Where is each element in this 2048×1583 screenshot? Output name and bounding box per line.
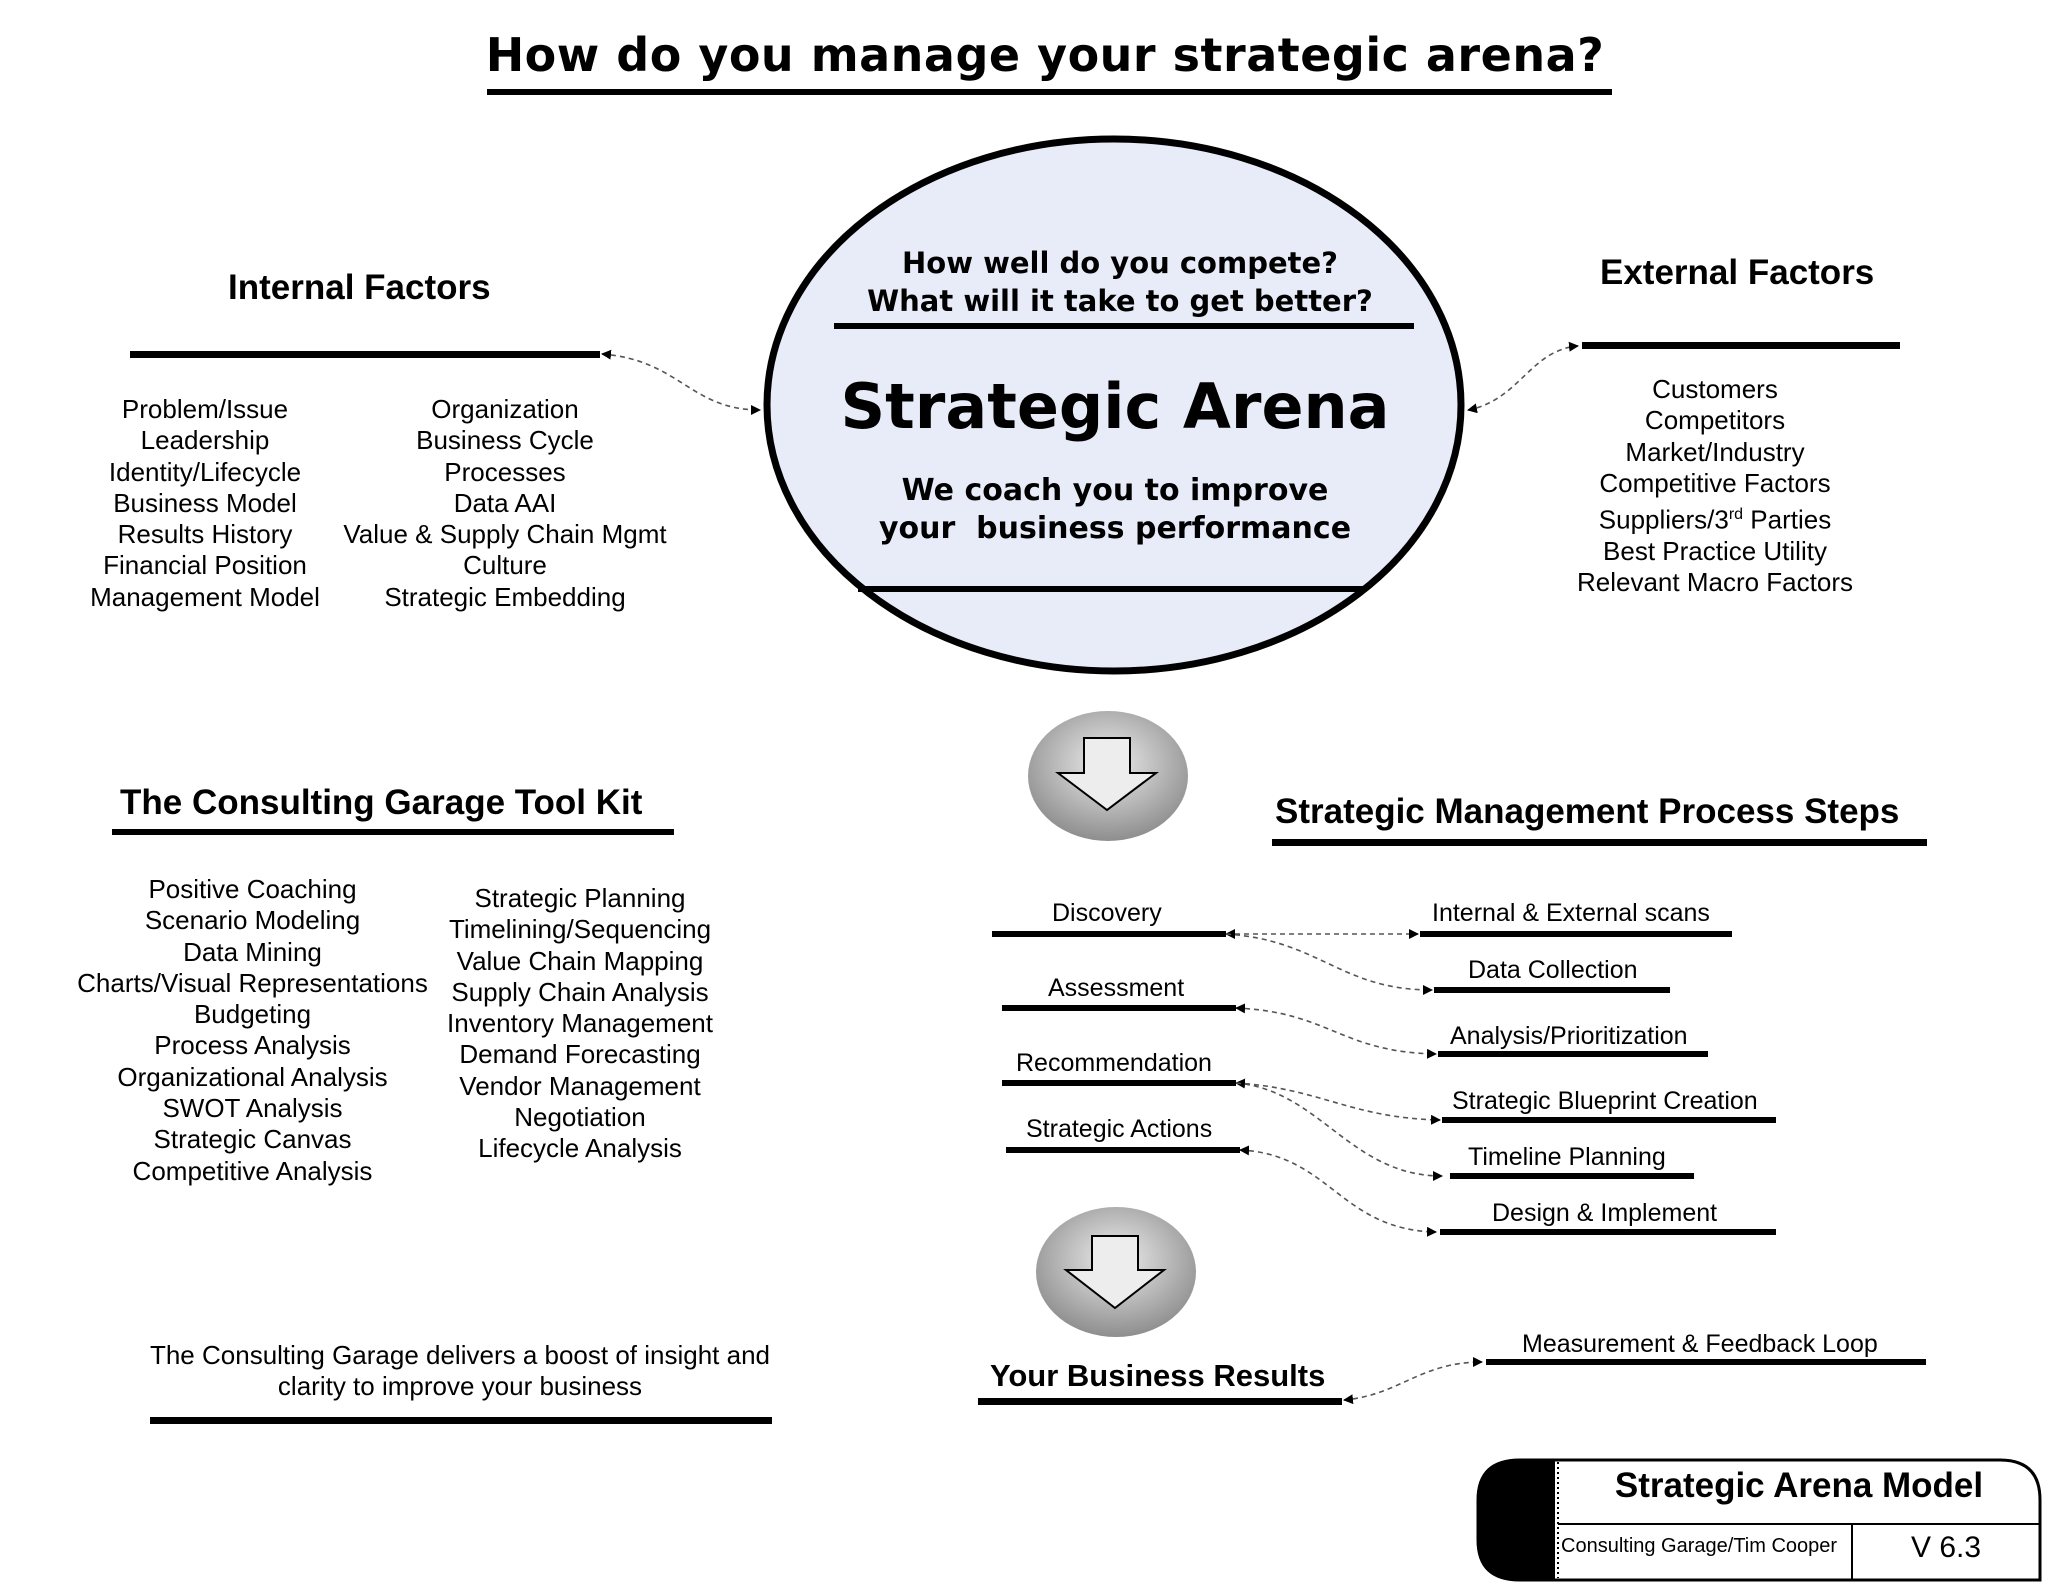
- list-item: Strategic Canvas: [153, 1124, 352, 1155]
- connector-discovery-data: [1226, 934, 1432, 990]
- suppliers-superscript: rd: [1728, 506, 1744, 524]
- garage-note-underline: [150, 1417, 772, 1424]
- step-internal-external-scans: Internal & External scans: [1432, 899, 1710, 927]
- suppliers-label-end: Parties: [1743, 504, 1832, 535]
- connector-recommendation-timeline: [1236, 1083, 1442, 1176]
- connector-results-feedback: [1344, 1362, 1482, 1400]
- internal-factors-col1: [60, 394, 350, 613]
- arena-question-2: What will it take to get better?: [867, 284, 1373, 318]
- list-item: Strategic Planning: [474, 883, 686, 913]
- list-item: Charts/Visual Representations: [77, 967, 428, 998]
- list-item: Results History: [117, 519, 293, 550]
- step-blueprint-creation: Strategic Blueprint Creation: [1452, 1087, 1758, 1115]
- title-underline: [487, 89, 1612, 95]
- list-item: Relevant Macro Factors: [1577, 567, 1853, 598]
- step-recommendation-line: [1002, 1080, 1236, 1086]
- list-item: Value Chain Mapping: [456, 945, 704, 976]
- list-item: Strategic Embedding: [384, 581, 626, 612]
- list-item: Budgeting: [193, 999, 312, 1030]
- garage-note: [130, 1340, 790, 1403]
- business-results-title: Your Business Results: [990, 1358, 1326, 1393]
- internal-factors-underline: [130, 351, 600, 358]
- connector-recommendation-blueprint: [1236, 1083, 1440, 1120]
- list-item: Market/Industry: [1625, 436, 1805, 467]
- process-underline: [1272, 839, 1927, 846]
- step-strategic-actions: Strategic Actions: [1026, 1115, 1213, 1143]
- list-item: Best Practice Utility: [1603, 536, 1827, 567]
- list-item: SWOT Analysis: [162, 1093, 343, 1124]
- list-item: Organization: [431, 394, 579, 424]
- feedback-loop-label: Measurement & Feedback Loop: [1522, 1330, 1878, 1358]
- arena-question-underline: [834, 323, 1414, 329]
- list-item: Demand Forecasting: [459, 1039, 701, 1070]
- list-item: Timelining/Sequencing: [448, 914, 712, 945]
- arena-question: [820, 244, 1420, 320]
- arena-coach: [820, 472, 1410, 548]
- titleblock-name: Strategic Arena Model: [1614, 1466, 1984, 1505]
- list-item: Supply Chain Analysis: [451, 976, 709, 1007]
- list-item: Identity/Lifecycle: [108, 456, 302, 487]
- step-discovery: Discovery: [1052, 899, 1162, 927]
- arena-coach-1: We coach you to improve: [901, 473, 1329, 508]
- step-discovery-line: [992, 931, 1226, 937]
- toolkit-title: The Consulting Garage Tool Kit: [120, 783, 643, 822]
- list-item: Inventory Management: [447, 1008, 713, 1039]
- suppliers-label: Suppliers/3: [1598, 504, 1729, 535]
- step-timeline-line: [1450, 1173, 1694, 1179]
- connector-actions-design: [1240, 1150, 1436, 1232]
- external-factors-title: External Factors: [1600, 253, 1875, 292]
- arena-name: Strategic Arena: [840, 370, 1390, 443]
- step-data-collection-line: [1434, 987, 1670, 993]
- list-item: Customers: [1652, 374, 1778, 404]
- step-assessment-line: [1002, 1005, 1236, 1011]
- titleblock-author: Consulting Garage/Tim Cooper: [1561, 1535, 1838, 1557]
- step-timeline-planning: Timeline Planning: [1468, 1143, 1666, 1171]
- titleblock-version: V 6.3: [1910, 1531, 1982, 1564]
- list-item: Data AAI: [453, 487, 557, 518]
- external-factors-list: [1560, 374, 1870, 599]
- list-item: Problem/Issue: [121, 394, 289, 424]
- list-item: Data Mining: [183, 936, 322, 967]
- list-item: Process Analysis: [154, 1030, 351, 1061]
- internal-factors-title: Internal Factors: [228, 268, 491, 307]
- process-title: Strategic Management Process Steps: [1275, 792, 1900, 831]
- step-analysis-prioritization: Analysis/Prioritization: [1450, 1022, 1688, 1050]
- feedback-loop-line: [1486, 1359, 1926, 1365]
- list-item: Processes: [444, 456, 566, 487]
- arena-question-1: How well do you compete?: [902, 246, 1338, 280]
- list-item: Management Model: [90, 581, 320, 612]
- step-assessment: Assessment: [1048, 974, 1185, 1002]
- step-strategic-actions-line: [1006, 1147, 1240, 1153]
- arena-bottom-line: [858, 586, 1364, 592]
- external-factors-underline: [1582, 342, 1900, 349]
- step-blueprint-line: [1442, 1117, 1776, 1123]
- list-item: Competitors: [1644, 405, 1786, 436]
- step-analysis-line: [1438, 1051, 1708, 1057]
- list-item: Scenario Modeling: [144, 905, 361, 936]
- list-item: Vendor Management: [459, 1070, 701, 1101]
- list-item: Value & Supply Chain Mgmt: [343, 519, 667, 550]
- step-design-line: [1440, 1229, 1776, 1235]
- business-results-underline: [978, 1398, 1342, 1405]
- internal-factors-col2: [335, 394, 675, 613]
- list-item: Positive Coaching: [148, 874, 357, 904]
- list-item: Negotiation: [514, 1102, 646, 1133]
- list-item: Leadership: [140, 425, 270, 456]
- step-design-implement: Design & Implement: [1492, 1199, 1718, 1227]
- list-item: Business Cycle: [416, 425, 594, 456]
- list-item: Competitive Factors: [1599, 467, 1831, 498]
- down-arrow-icon: [1028, 711, 1188, 841]
- toolkit-underline: [112, 829, 674, 835]
- page-title: How do you manage your strategic arena?: [485, 28, 1605, 82]
- list-item: Competitive Analysis: [132, 1155, 373, 1186]
- toolkit-col2: [430, 883, 730, 1165]
- garage-note-line2: clarity to improve your business: [277, 1371, 643, 1402]
- list-item: Lifecycle Analysis: [478, 1133, 682, 1164]
- list-item: Financial Position: [103, 550, 307, 581]
- list-item: Culture: [463, 550, 547, 581]
- list-item: Organizational Analysis: [117, 1061, 388, 1092]
- list-item: [1560, 499, 1870, 536]
- garage-note-line1: The Consulting Garage delivers a boost of insight and: [149, 1340, 771, 1370]
- arena-coach-2: your business performance: [878, 511, 1352, 546]
- connector-assessment-analysis: [1236, 1008, 1436, 1054]
- step-data-collection: Data Collection: [1468, 956, 1638, 984]
- list-item: Business Model: [113, 487, 297, 518]
- step-scans-line: [1420, 931, 1732, 937]
- step-recommendation: Recommendation: [1016, 1049, 1212, 1077]
- toolkit-col1: [70, 874, 435, 1187]
- down-arrow-icon: [1036, 1207, 1196, 1337]
